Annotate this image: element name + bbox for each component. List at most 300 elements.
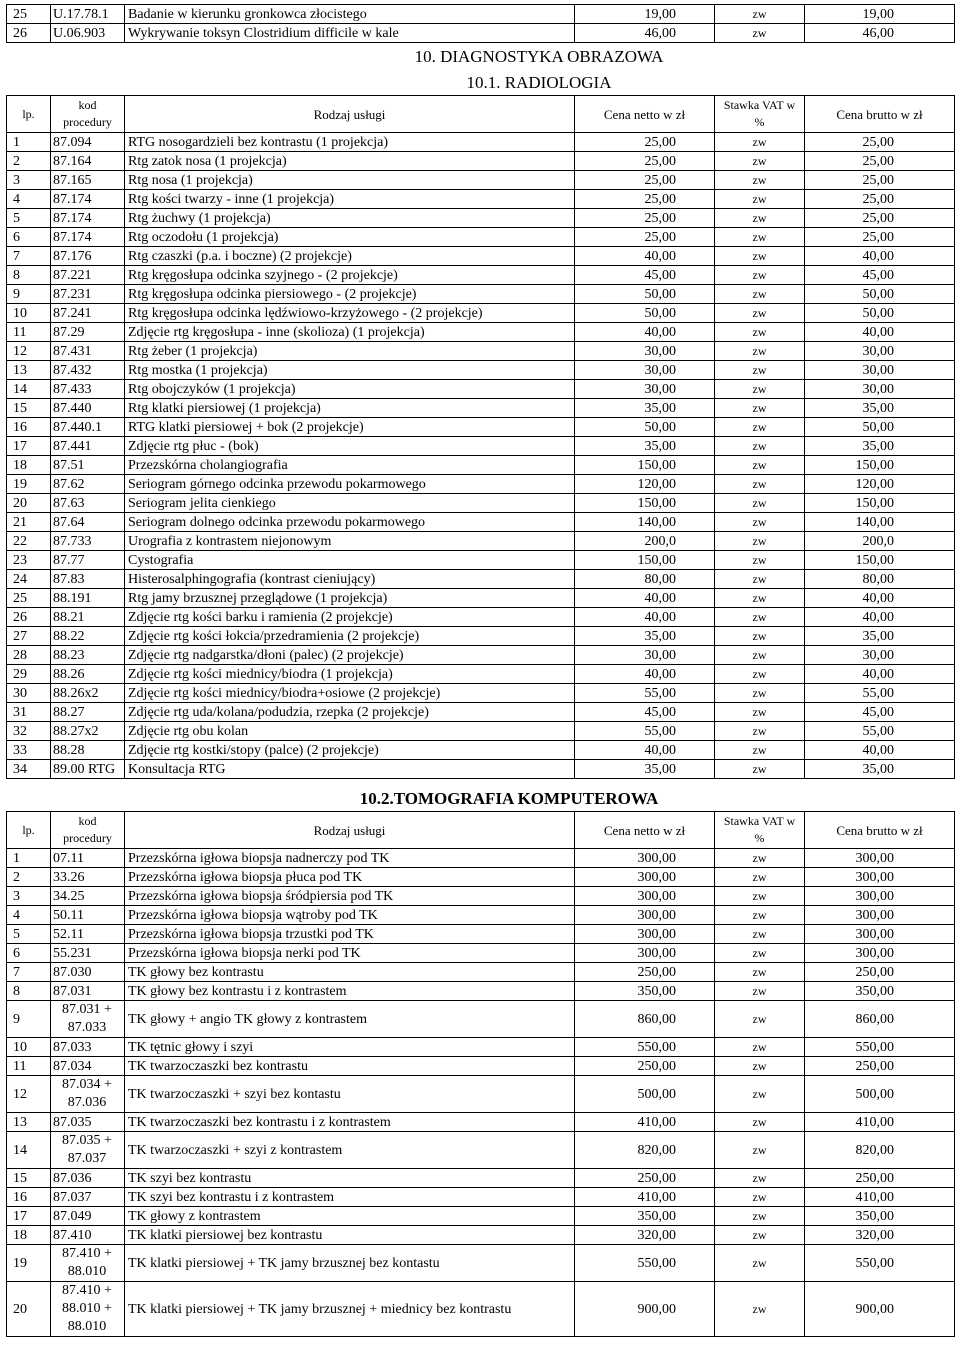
table-row	[7, 1282, 955, 1337]
vat-rate: zw	[715, 1057, 805, 1076]
gross-price: 350,00	[805, 982, 955, 1001]
gross-price: 250,00	[805, 963, 955, 982]
service-name: Zdjęcie rtg nadgarstka/dłoni (palec) (2 projekcje)	[125, 646, 575, 665]
row-number: 13	[7, 1113, 51, 1132]
vat-rate: zw	[715, 228, 805, 247]
vat-rate: zw	[715, 684, 805, 703]
header-lp: lp.	[7, 96, 51, 133]
gross-price: 150,00	[805, 494, 955, 513]
vat-rate: zw	[715, 1132, 805, 1169]
vat-rate: zw	[715, 1282, 805, 1337]
table-row	[7, 963, 955, 982]
table-row	[7, 703, 955, 722]
procedure-code: 88.28	[51, 741, 125, 760]
procedure-code: 87.035 + 87.037	[51, 1132, 125, 1169]
vat-rate: zw	[715, 266, 805, 285]
table-row	[7, 1207, 955, 1226]
service-name: TK twarzoczaszki + szyi z kontrastem	[125, 1132, 575, 1169]
net-price: 300,00	[575, 868, 715, 887]
gross-price: 40,00	[805, 323, 955, 342]
table-row	[7, 247, 955, 266]
vat-rate: zw	[715, 665, 805, 684]
procedure-code: 87.036	[51, 1169, 125, 1188]
procedure-code: 07.11	[51, 849, 125, 868]
vat-rate: zw	[715, 323, 805, 342]
row-number: 11	[7, 323, 51, 342]
price-list-sheet	[6, 4, 954, 1337]
row-number: 23	[7, 551, 51, 570]
subsection-title-radiology: 10.1. RADIOLOGIA	[466, 72, 612, 92]
gross-price: 40,00	[805, 665, 955, 684]
procedure-code: 88.23	[51, 646, 125, 665]
table-row	[7, 570, 955, 589]
row-number: 28	[7, 646, 51, 665]
gross-price: 40,00	[805, 589, 955, 608]
net-price: 550,00	[575, 1038, 715, 1057]
table-row	[7, 1113, 955, 1132]
row-number: 33	[7, 741, 51, 760]
net-price: 25,00	[575, 171, 715, 190]
vat-rate: zw	[715, 982, 805, 1001]
header-code: kod procedury	[51, 96, 125, 133]
vat-rate: zw	[715, 849, 805, 868]
vat-rate: zw	[715, 171, 805, 190]
service-name: Przezskórna igłowa biopsja płuca pod TK	[125, 868, 575, 887]
row-number: 13	[7, 361, 51, 380]
service-name: Przezskórna igłowa biopsja nerki pod TK	[125, 944, 575, 963]
service-name: Zdjęcie rtg kości barku i ramienia (2 projekcje)	[125, 608, 575, 627]
vat-rate: zw	[715, 944, 805, 963]
subsection-title-tomography-row	[7, 779, 955, 812]
vat-rate: zw	[715, 380, 805, 399]
net-price: 45,00	[575, 266, 715, 285]
table-row	[7, 868, 955, 887]
procedure-code: 33.26	[51, 868, 125, 887]
net-price: 550,00	[575, 1245, 715, 1282]
service-name: TK twarzoczaszki bez kontrastu	[125, 1057, 575, 1076]
table-row	[7, 1057, 955, 1076]
gross-price: 40,00	[805, 608, 955, 627]
gross-price: 25,00	[805, 171, 955, 190]
table-row	[7, 418, 955, 437]
net-price: 410,00	[575, 1113, 715, 1132]
procedure-code: 87.440	[51, 399, 125, 418]
procedure-code: 87.432	[51, 361, 125, 380]
row-number: 1	[7, 849, 51, 868]
vat-rate: zw	[715, 418, 805, 437]
procedure-code: 88.27	[51, 703, 125, 722]
service-name: Wykrywanie toksyn Clostridium difficile w kale	[125, 24, 575, 43]
procedure-code: 87.174	[51, 209, 125, 228]
gross-price: 55,00	[805, 684, 955, 703]
procedure-code: 87.031 + 87.033	[51, 1001, 125, 1038]
vat-rate: zw	[715, 304, 805, 323]
section-title-row	[7, 43, 955, 70]
vat-rate: zw	[715, 1038, 805, 1057]
service-name: TK szyi bez kontrastu i z kontrastem	[125, 1188, 575, 1207]
gross-price: 140,00	[805, 513, 955, 532]
gross-price: 50,00	[805, 304, 955, 323]
table-row	[7, 1169, 955, 1188]
row-number: 2	[7, 152, 51, 171]
vat-rate: zw	[715, 925, 805, 944]
net-price: 40,00	[575, 665, 715, 684]
gross-price: 200,0	[805, 532, 955, 551]
net-price: 140,00	[575, 513, 715, 532]
procedure-code: 87.165	[51, 171, 125, 190]
table-row	[7, 266, 955, 285]
net-price: 120,00	[575, 475, 715, 494]
procedure-code: 87.241	[51, 304, 125, 323]
net-price: 35,00	[575, 437, 715, 456]
vat-rate: zw	[715, 437, 805, 456]
procedure-code: 87.733	[51, 532, 125, 551]
vat-rate: zw	[715, 1113, 805, 1132]
service-name: TK szyi bez kontrastu	[125, 1169, 575, 1188]
net-price: 19,00	[575, 5, 715, 24]
net-price: 250,00	[575, 1057, 715, 1076]
service-name: Rtg kości twarzy - inne (1 projekcja)	[125, 190, 575, 209]
procedure-code: 87.174	[51, 190, 125, 209]
gross-price: 30,00	[805, 646, 955, 665]
row-number: 3	[7, 171, 51, 190]
procedure-code: 87.034	[51, 1057, 125, 1076]
vat-rate: zw	[715, 1245, 805, 1282]
gross-price: 25,00	[805, 228, 955, 247]
row-number: 10	[7, 304, 51, 323]
service-name: Rtg mostka (1 projekcja)	[125, 361, 575, 380]
procedure-code: 55.231	[51, 944, 125, 963]
row-number: 9	[7, 285, 51, 304]
gross-price: 55,00	[805, 722, 955, 741]
row-number: 31	[7, 703, 51, 722]
gross-price: 410,00	[805, 1113, 955, 1132]
row-number: 30	[7, 684, 51, 703]
table-row	[7, 361, 955, 380]
gross-price: 500,00	[805, 1076, 955, 1113]
gross-price: 35,00	[805, 627, 955, 646]
row-number: 16	[7, 418, 51, 437]
row-number: 18	[7, 1226, 51, 1245]
table-row	[7, 608, 955, 627]
table-row	[7, 1001, 955, 1038]
subsection-title-tomography: 10.2.TOMOGRAFIA KOMPUTEROWA	[359, 788, 659, 808]
table-row	[7, 532, 955, 551]
net-price: 50,00	[575, 304, 715, 323]
table-row	[7, 944, 955, 963]
vat-rate: zw	[715, 1226, 805, 1245]
service-name: Rtg obojczyków (1 projekcja)	[125, 380, 575, 399]
procedure-code: 87.63	[51, 494, 125, 513]
row-number: 5	[7, 209, 51, 228]
table-row	[7, 342, 955, 361]
table-row	[7, 646, 955, 665]
table-row	[7, 849, 955, 868]
net-price: 35,00	[575, 760, 715, 779]
vat-rate: zw	[715, 361, 805, 380]
vat-rate: zw	[715, 456, 805, 475]
gross-price: 25,00	[805, 133, 955, 152]
gross-price: 45,00	[805, 703, 955, 722]
service-name: Rtg klatki piersiowej (1 projekcja)	[125, 399, 575, 418]
table-row	[7, 906, 955, 925]
service-name: Przezskórna igłowa biopsja nadnerczy pod TK	[125, 849, 575, 868]
table-row	[7, 437, 955, 456]
net-price: 46,00	[575, 24, 715, 43]
net-price: 40,00	[575, 323, 715, 342]
gross-price: 300,00	[805, 906, 955, 925]
procedure-code: 87.231	[51, 285, 125, 304]
gross-price: 25,00	[805, 190, 955, 209]
service-name: Przezskórna cholangiografia	[125, 456, 575, 475]
procedure-code: 88.27x2	[51, 722, 125, 741]
gross-price: 50,00	[805, 418, 955, 437]
row-number: 7	[7, 247, 51, 266]
table-row	[7, 887, 955, 906]
service-name: Seriogram górnego odcinka przewodu pokarmowego	[125, 475, 575, 494]
vat-rate: zw	[715, 760, 805, 779]
row-number: 4	[7, 190, 51, 209]
row-number: 9	[7, 1001, 51, 1038]
vat-rate: zw	[715, 570, 805, 589]
gross-price: 30,00	[805, 380, 955, 399]
service-name: TK tętnic głowy i szyi	[125, 1038, 575, 1057]
table-row	[7, 456, 955, 475]
gross-price: 35,00	[805, 760, 955, 779]
header-net-price: Cena netto w zł	[575, 96, 715, 133]
vat-rate: zw	[715, 285, 805, 304]
gross-price: 300,00	[805, 925, 955, 944]
vat-rate: zw	[715, 152, 805, 171]
vat-rate: zw	[715, 1001, 805, 1038]
table-header-row	[7, 96, 955, 133]
procedure-code: 87.049	[51, 1207, 125, 1226]
net-price: 30,00	[575, 646, 715, 665]
service-name: Zdjęcie rtg kości miednicy/biodra (1 projekcja)	[125, 665, 575, 684]
table-row	[7, 665, 955, 684]
row-number: 5	[7, 925, 51, 944]
net-price: 55,00	[575, 722, 715, 741]
vat-rate: zw	[715, 1207, 805, 1226]
service-name: RTG nosogardzieli bez kontrastu (1 projekcja)	[125, 133, 575, 152]
service-name: TK głowy bez kontrastu	[125, 963, 575, 982]
gross-price: 35,00	[805, 437, 955, 456]
vat-rate: zw	[715, 722, 805, 741]
row-number: 6	[7, 944, 51, 963]
net-price: 40,00	[575, 247, 715, 266]
service-name: Zdjęcie rtg kości miednicy/biodra+osiowe (2 projekcje)	[125, 684, 575, 703]
service-name: RTG klatki piersiowej + bok (2 projekcje)	[125, 418, 575, 437]
table-row	[7, 589, 955, 608]
procedure-code: 87.410	[51, 1226, 125, 1245]
service-name: Przezskórna igłowa biopsja wątroby pod TK	[125, 906, 575, 925]
procedure-code: 87.440.1	[51, 418, 125, 437]
service-name: Rtg kręgosłupa odcinka lędźwiowo-krzyżowego - (2 projekcje)	[125, 304, 575, 323]
table-row	[7, 304, 955, 323]
table-row	[7, 1132, 955, 1169]
row-number: 19	[7, 475, 51, 494]
row-number: 26	[7, 608, 51, 627]
service-name: TK klatki piersiowej + TK jamy brzusznej + miednicy bez kontrastu	[125, 1282, 575, 1337]
row-number: 34	[7, 760, 51, 779]
net-price: 45,00	[575, 703, 715, 722]
table-row	[7, 171, 955, 190]
table-header-row	[7, 812, 955, 849]
net-price: 250,00	[575, 963, 715, 982]
table-row	[7, 1245, 955, 1282]
gross-price: 30,00	[805, 342, 955, 361]
vat-rate: zw	[715, 906, 805, 925]
service-name: Cystografia	[125, 551, 575, 570]
net-price: 250,00	[575, 1169, 715, 1188]
procedure-code: 87.176	[51, 247, 125, 266]
table-row	[7, 190, 955, 209]
vat-rate: zw	[715, 5, 805, 24]
procedure-code: 87.174	[51, 228, 125, 247]
row-number: 17	[7, 437, 51, 456]
vat-rate: zw	[715, 399, 805, 418]
header-service: Rodzaj usługi	[125, 96, 575, 133]
net-price: 320,00	[575, 1226, 715, 1245]
net-price: 40,00	[575, 589, 715, 608]
vat-rate: zw	[715, 247, 805, 266]
procedure-code: 88.21	[51, 608, 125, 627]
procedure-code: 87.094	[51, 133, 125, 152]
net-price: 25,00	[575, 228, 715, 247]
row-number: 1	[7, 133, 51, 152]
header-lp: lp.	[7, 812, 51, 849]
net-price: 30,00	[575, 361, 715, 380]
row-number: 32	[7, 722, 51, 741]
service-name: TK klatki piersiowej bez kontrastu	[125, 1226, 575, 1245]
net-price: 300,00	[575, 944, 715, 963]
net-price: 50,00	[575, 418, 715, 437]
row-number: 20	[7, 1282, 51, 1337]
row-number: 11	[7, 1057, 51, 1076]
net-price: 200,0	[575, 532, 715, 551]
vat-rate: zw	[715, 133, 805, 152]
row-number: 25	[7, 589, 51, 608]
procedure-code: 87.51	[51, 456, 125, 475]
price-table	[6, 4, 955, 1337]
row-number: 2	[7, 868, 51, 887]
gross-price: 900,00	[805, 1282, 955, 1337]
service-name: Rtg kręgosłupa odcinka szyjnego - (2 projekcje)	[125, 266, 575, 285]
service-name: Seriogram jelita cienkiego	[125, 494, 575, 513]
row-number: 14	[7, 380, 51, 399]
gross-price: 19,00	[805, 5, 955, 24]
vat-rate: zw	[715, 209, 805, 228]
gross-price: 410,00	[805, 1188, 955, 1207]
table-row	[7, 627, 955, 646]
row-number: 21	[7, 513, 51, 532]
row-number: 27	[7, 627, 51, 646]
vat-rate: zw	[715, 703, 805, 722]
procedure-code: 87.410 + 88.010	[51, 1245, 125, 1282]
table-row	[7, 475, 955, 494]
net-price: 150,00	[575, 494, 715, 513]
row-number: 3	[7, 887, 51, 906]
net-price: 300,00	[575, 849, 715, 868]
row-number: 18	[7, 456, 51, 475]
service-name: Zdjęcie rtg uda/kolana/podudzia, rzepka (2 projekcje)	[125, 703, 575, 722]
header-vat-rate: Stawka VAT w %	[715, 812, 805, 849]
service-name: Histerosalphingografia (kontrast cieniujący)	[125, 570, 575, 589]
gross-price: 300,00	[805, 944, 955, 963]
vat-rate: zw	[715, 342, 805, 361]
row-number: 16	[7, 1188, 51, 1207]
vat-rate: zw	[715, 627, 805, 646]
table-row	[7, 5, 955, 24]
table-row	[7, 399, 955, 418]
row-number: 25	[7, 5, 51, 24]
service-name: Rtg jamy brzusznej przeglądowe (1 projekcja)	[125, 589, 575, 608]
service-name: Przezskórna igłowa biopsja śródpiersia pod TK	[125, 887, 575, 906]
header-gross-price: Cena brutto w zł	[805, 812, 955, 849]
net-price: 410,00	[575, 1188, 715, 1207]
gross-price: 350,00	[805, 1207, 955, 1226]
gross-price: 35,00	[805, 399, 955, 418]
header-vat-rate: Stawka VAT w %	[715, 96, 805, 133]
gross-price: 300,00	[805, 868, 955, 887]
procedure-code: 87.037	[51, 1188, 125, 1207]
procedure-code: U.17.78.1	[51, 5, 125, 24]
vat-rate: zw	[715, 963, 805, 982]
service-name: Rtg czaszki (p.a. i boczne) (2 projekcje)	[125, 247, 575, 266]
row-number: 15	[7, 1169, 51, 1188]
table-row	[7, 1038, 955, 1057]
service-name: Zdjęcie rtg kostki/stopy (palce) (2 projekcje)	[125, 741, 575, 760]
service-name: TK głowy + angio TK głowy z kontrastem	[125, 1001, 575, 1038]
table-row	[7, 722, 955, 741]
net-price: 900,00	[575, 1282, 715, 1337]
row-number: 17	[7, 1207, 51, 1226]
vat-rate: zw	[715, 513, 805, 532]
gross-price: 40,00	[805, 741, 955, 760]
gross-price: 80,00	[805, 570, 955, 589]
net-price: 150,00	[575, 551, 715, 570]
procedure-code: 34.25	[51, 887, 125, 906]
table-row	[7, 925, 955, 944]
procedure-code: 87.431	[51, 342, 125, 361]
row-number: 12	[7, 1076, 51, 1113]
row-number: 19	[7, 1245, 51, 1282]
net-price: 860,00	[575, 1001, 715, 1038]
row-number: 10	[7, 1038, 51, 1057]
vat-rate: zw	[715, 887, 805, 906]
gross-price: 820,00	[805, 1132, 955, 1169]
vat-rate: zw	[715, 1169, 805, 1188]
table-row	[7, 323, 955, 342]
service-name: Zdjęcie rtg kości łokcia/przedramienia (2 projekcje)	[125, 627, 575, 646]
gross-price: 250,00	[805, 1057, 955, 1076]
net-price: 25,00	[575, 190, 715, 209]
row-number: 12	[7, 342, 51, 361]
service-name: TK twarzoczaszki bez kontrastu i z kontrastem	[125, 1113, 575, 1132]
net-price: 150,00	[575, 456, 715, 475]
procedure-code: 89.00 RTG	[51, 760, 125, 779]
gross-price: 300,00	[805, 849, 955, 868]
procedure-code: 87.83	[51, 570, 125, 589]
net-price: 30,00	[575, 380, 715, 399]
table-row	[7, 380, 955, 399]
section-title: 10. DIAGNOSTYKA OBRAZOWA	[414, 46, 664, 66]
net-price: 500,00	[575, 1076, 715, 1113]
gross-price: 250,00	[805, 1169, 955, 1188]
procedure-code: 87.64	[51, 513, 125, 532]
service-name: Seriogram dolnego odcinka przewodu pokarmowego	[125, 513, 575, 532]
net-price: 350,00	[575, 982, 715, 1001]
